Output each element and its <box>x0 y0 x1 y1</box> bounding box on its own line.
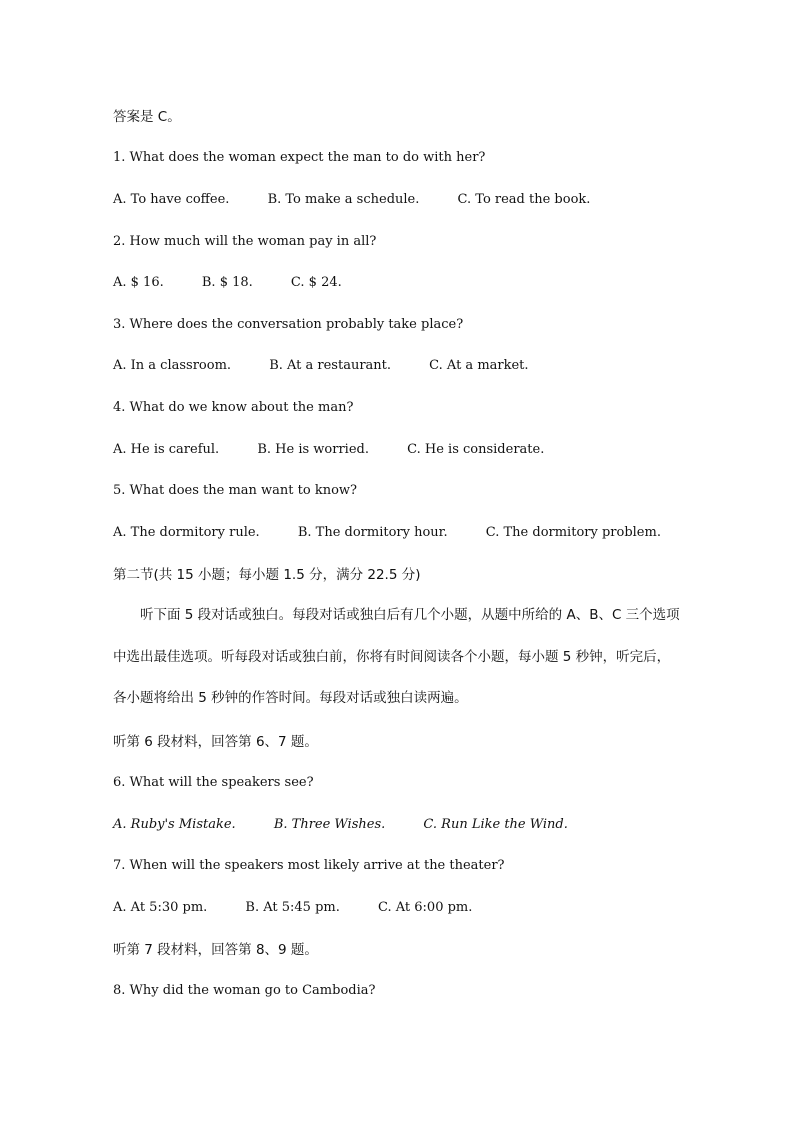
question-1-option-a: A. To have coffee. <box>113 192 230 207</box>
question-2-option-c: C. $ 24. <box>290 275 342 290</box>
question-8-stem: 8. Why did the woman go to Cambodia? <box>113 983 376 998</box>
question-7-options <box>113 899 472 917</box>
question-4-option-a: A. He is careful. <box>113 442 220 457</box>
question-3-option-a: A. In a classroom. <box>113 358 232 373</box>
question-3-option-c: C. At a market. <box>429 358 529 373</box>
question-6-stem: 6. What will the speakers see? <box>113 775 314 790</box>
question-5-option-c: C. The dormitory problem. <box>485 525 661 540</box>
question-3-option-b: B. At a restaurant. <box>269 358 392 373</box>
question-1-options <box>113 191 590 209</box>
section-two-instructions: 听下面 5 段对话或独白。每段对话或独白后有几个小题，从题中所给的 A、B、C 三个选项中选出最佳选项。听每段对话或独白前，你将有时间阅读各个小题，每小题 5 秒钟，听完后，各小题将给出 5 秒钟的作答时间。每段对话或独白读两遍。 <box>113 607 680 707</box>
question-7-stem: 7. When will the speakers most likely arrive at the theater? <box>113 858 505 873</box>
question-7-option-b: B. At 5:45 pm. <box>245 900 340 915</box>
answer-line: 答案是 C。 <box>113 109 181 125</box>
question-6-option-b: B. Three Wishes. <box>273 817 386 832</box>
question-5-options <box>113 524 661 542</box>
question-4-option-c: C. He is considerate. <box>407 442 545 457</box>
material-6-heading: 听第 6 段材料，回答第 6、7 题。 <box>113 734 318 750</box>
question-6-option-a: A. Ruby's Mistake. <box>113 817 236 832</box>
question-7-option-c: C. At 6:00 pm. <box>378 900 473 915</box>
question-5-option-a: A. The dormitory rule. <box>113 525 260 540</box>
question-2-option-b: B. $ 18. <box>201 275 253 290</box>
question-1-option-b: B. To make a schedule. <box>267 192 420 207</box>
question-6-option-c: C. Run Like the Wind. <box>423 817 568 832</box>
question-4-stem: 4. What do we know about the man? <box>113 400 354 415</box>
question-6-options <box>113 816 568 834</box>
section-two-heading: 第二节(共 15 小题；每小题 1.5 分，满分 22.5 分) <box>113 567 421 583</box>
question-4-option-b: B. He is worried. <box>257 442 369 457</box>
question-7-option-a: A. At 5:30 pm. <box>113 900 208 915</box>
question-5-stem: 5. What does the man want to know? <box>113 483 357 498</box>
question-2-stem: 2. How much will the woman pay in all? <box>113 234 377 249</box>
question-1-option-c: C. To read the book. <box>457 192 591 207</box>
question-2-options <box>113 274 342 292</box>
question-4-options <box>113 441 544 459</box>
question-3-options <box>113 357 529 375</box>
question-1-stem: 1. What does the woman expect the man to do with her? <box>113 150 486 165</box>
material-7-heading: 听第 7 段材料，回答第 8、9 题。 <box>113 942 318 958</box>
question-5-option-b: B. The dormitory hour. <box>297 525 448 540</box>
question-2-option-a: A. $ 16. <box>113 275 164 290</box>
question-3-stem: 3. Where does the conversation probably take place? <box>113 317 464 332</box>
